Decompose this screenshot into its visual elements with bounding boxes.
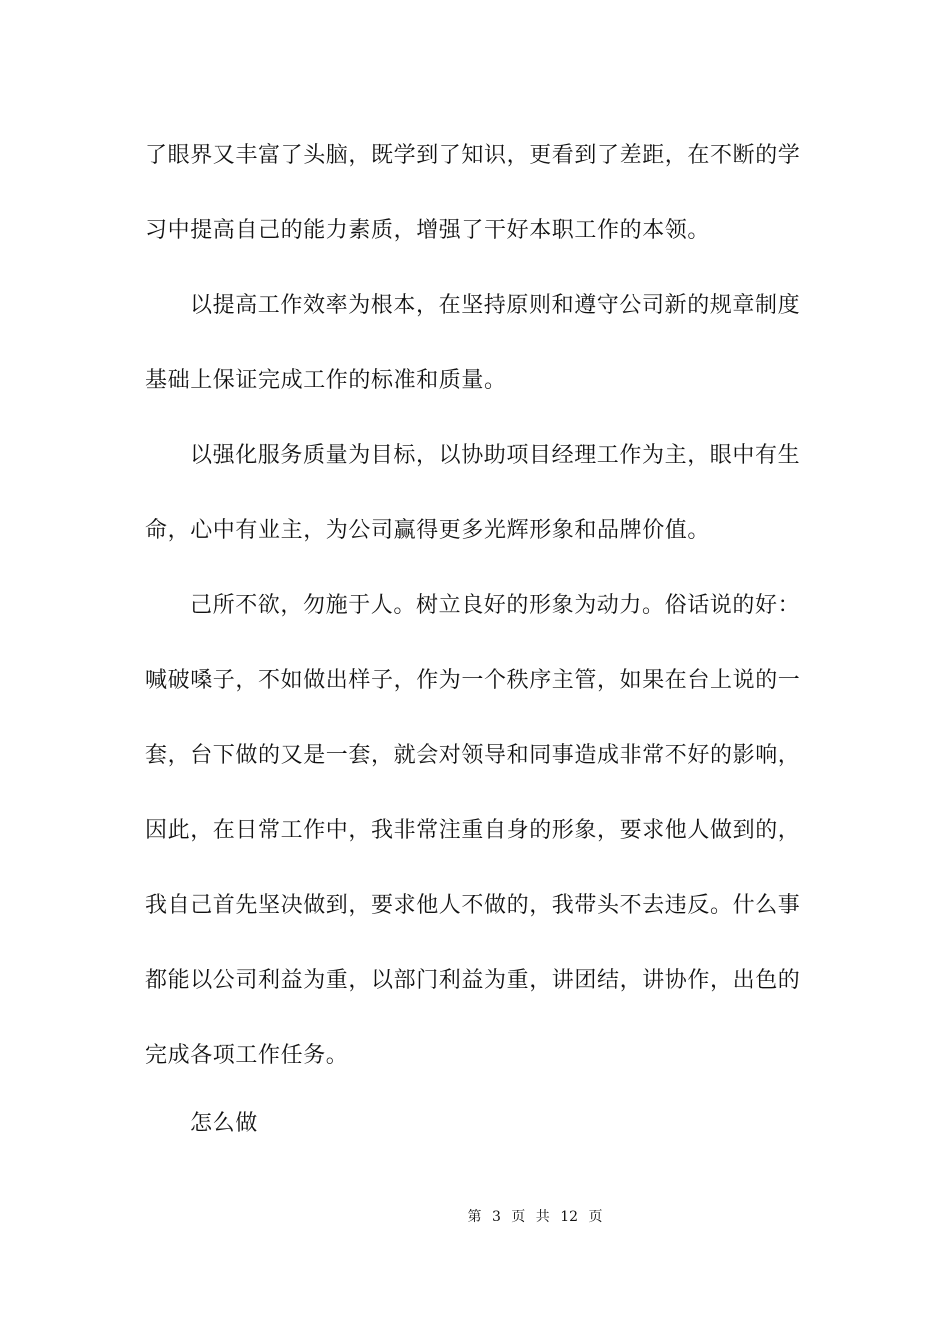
paragraph-line: 基础上保证完成工作的标准和质量。 — [145, 368, 507, 393]
paragraph-line: 了眼界又丰富了头脑，既学到了知识，更看到了差距，在不断的学 — [145, 143, 801, 168]
paragraph-line: 喊破嗓子，不如做出样子，作为一个秩序主管，如果在台上说的一 — [145, 668, 801, 693]
page-number: 第 3 页 共 12 页 — [467, 1209, 603, 1225]
paragraph-line: 我自己首先坚决做到，要求他人不做的，我带头不去违反。什么事 — [145, 893, 801, 918]
paragraph-line: 因此，在日常工作中，我非常注重自身的形象，要求他人做到的， — [145, 818, 801, 843]
paragraph-line: 都能以公司利益为重，以部门利益为重，讲团结，讲协作，出色的 — [145, 968, 801, 993]
paragraph-line: 以强化服务质量为目标，以协助项目经理工作为主，眼中有生 — [190, 443, 801, 468]
paragraph-line: 己所不欲，勿施于人。树立良好的形象为动力。俗话说的好： — [190, 593, 801, 618]
paragraph-line: 怎么做 — [190, 1111, 258, 1136]
paragraph-line: 习中提高自己的能力素质，增强了干好本职工作的本领。 — [145, 218, 711, 243]
paragraph-line: 以提高工作效率为根本，在坚持原则和遵守公司新的规章制度 — [190, 293, 801, 318]
paragraph-line: 命，心中有业主，为公司赢得更多光辉形象和品牌价值。 — [145, 518, 711, 543]
paragraph-line: 完成各项工作任务。 — [145, 1043, 349, 1068]
page-footer — [0, 1208, 950, 1226]
paragraph-line: 套，台下做的又是一套，就会对领导和同事造成非常不好的影响， — [145, 743, 801, 768]
